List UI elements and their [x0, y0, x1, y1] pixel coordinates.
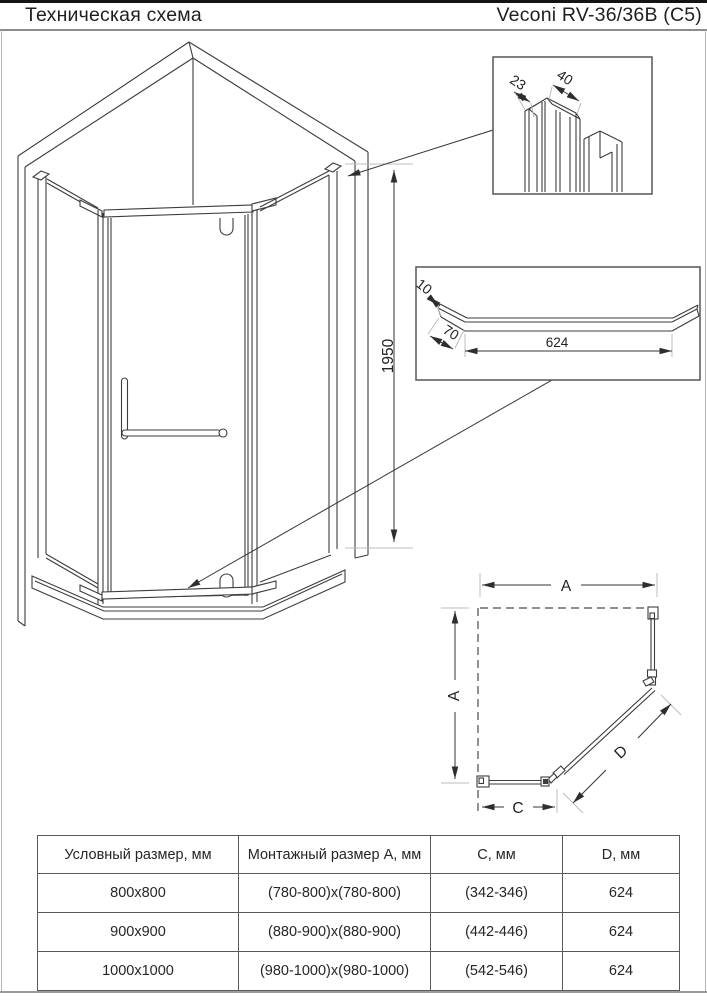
threshold-thickness-label: 10 — [413, 275, 436, 298]
table-header-row — [38, 836, 680, 874]
detail-profile-box — [493, 57, 652, 194]
front-left-post — [98, 210, 103, 606]
dimension-plan-depth — [441, 608, 469, 783]
table-row — [38, 952, 680, 991]
dim-height-label: 1950 — [380, 338, 397, 374]
dimension-plan-width — [480, 573, 657, 597]
shower-enclosure — [32, 163, 345, 619]
page-title: Техническая схема — [25, 4, 202, 26]
cell-c-1000: (542-546) — [431, 952, 563, 991]
threshold-side-label: 70 — [440, 321, 462, 344]
spec-table — [37, 835, 680, 991]
plan-walls-dashed — [478, 608, 656, 813]
threshold-length-label: 624 — [545, 335, 569, 350]
cell-d-800: 624 — [563, 874, 680, 913]
cell-size-1000: 1000x1000 — [38, 952, 239, 991]
cell-c-900: (442-446) — [431, 913, 563, 952]
plan-front-label: C — [512, 800, 524, 817]
dimension-threshold-thickness — [413, 275, 441, 316]
plan-view — [441, 573, 681, 817]
cell-d-900: 624 — [563, 913, 680, 952]
plan-glass-layout — [477, 607, 658, 787]
dimension-threshold-length — [465, 334, 672, 357]
table-row — [38, 874, 680, 913]
detail-threshold-box — [413, 267, 700, 380]
door-handle — [122, 378, 228, 439]
left-wall-profile — [33, 171, 49, 558]
cell-mount-800: (780-800)x(780-800) — [239, 874, 431, 913]
bottom-threshold-rail — [80, 581, 276, 601]
left-glass-panel — [46, 179, 98, 588]
cell-mount-1000: (980-1000)x(980-1000) — [239, 952, 431, 991]
cell-d-1000: 624 — [563, 952, 680, 991]
leader-lines — [188, 130, 552, 588]
profile-width-label: 40 — [554, 66, 576, 89]
table-row — [38, 913, 680, 952]
dimension-plan-front — [482, 789, 557, 817]
profile-depth-label: 23 — [507, 71, 529, 94]
col-header-d: D, мм — [563, 836, 680, 874]
walls — [18, 42, 368, 626]
cell-mount-900: (880-900)x(880-900) — [239, 913, 431, 952]
plan-width-label: A — [560, 578, 572, 595]
door-header-rail — [104, 205, 253, 217]
door-top-pivot — [220, 218, 233, 235]
right-glass-panel — [260, 171, 331, 582]
cell-size-800: 800x800 — [38, 874, 239, 913]
profile-sections — [525, 98, 622, 192]
front-right-post — [252, 209, 257, 604]
col-header-c: С, мм — [431, 836, 563, 874]
plan-door-label: D — [611, 742, 632, 763]
dimension-threshold-side — [428, 318, 464, 349]
col-header-nominal-size: Условный размер, мм — [38, 836, 239, 874]
threshold-rail-section — [438, 304, 699, 331]
col-header-mounting-size: Монтажный размер А, мм — [239, 836, 431, 874]
cell-c-800: (342-346) — [431, 874, 563, 913]
shower-door — [108, 214, 248, 598]
left-top-bracket — [80, 200, 102, 217]
product-title: Veconi RV-36/36B (C5) — [496, 4, 702, 26]
plan-depth-label: A — [446, 690, 463, 702]
right-wall-profile — [325, 163, 341, 553]
cell-size-900: 900x900 — [38, 913, 239, 952]
